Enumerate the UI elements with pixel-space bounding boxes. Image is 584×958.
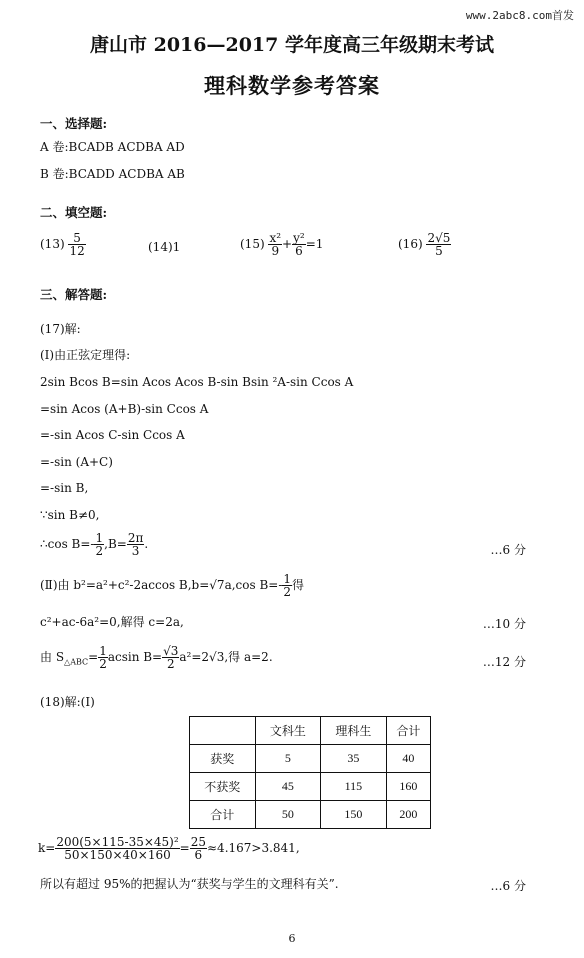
section-choice-heading: 一、选择题: — [40, 116, 108, 131]
table-cell — [190, 717, 256, 745]
table-cell: 35 — [321, 745, 387, 773]
q18-label: (18)解:(Ⅰ) — [40, 695, 95, 709]
page-number: 6 — [288, 932, 296, 945]
table-cell: 文科生 — [255, 717, 321, 745]
table-cell: 理科生 — [321, 717, 387, 745]
table-row — [190, 773, 431, 801]
contingency-table — [189, 716, 431, 829]
table-cell: 不获奖 — [190, 773, 256, 801]
q17-line4: =-sin (A+C) — [40, 455, 113, 469]
q17-line9: 由 $S_{\triangle ABC}=$ $\frac{1}{2}$ acsin B= $\frac{√3}{2}$ a²=2√3,得 a=2. — [40, 644, 273, 671]
watermark-side — [0, 309, 2, 417]
answers-a: A 卷:BCADB ACDBA AD — [40, 140, 185, 154]
table-header-row — [190, 717, 431, 745]
score-marker: …12 分 — [482, 655, 526, 669]
table-cell: 200 — [386, 801, 430, 829]
section-solution-heading: 三、解答题: — [40, 287, 108, 302]
page-title: 唐山市 2016—2017 学年度高三年级期末考试 — [90, 34, 494, 56]
score-marker: …10 分 — [482, 617, 526, 631]
table-cell: 合计 — [190, 801, 256, 829]
q17-line2: =sin Acos (A+B)-sin Ccos A — [40, 402, 209, 416]
score-marker: …6 分 — [490, 879, 526, 893]
q17-line5: =-sin B, — [40, 481, 89, 495]
q17-line8: c²+ac-6a²=0,解得 c=2a, — [40, 615, 184, 629]
q17-line7: ∴cos B=- $\frac{1}{2}$ ,B= $\frac{2\pi}{3}$ . — [40, 531, 149, 558]
q17-line6: ∵sin B≠0, — [40, 508, 100, 522]
q17-line3: =-sin Acos C-sin Ccos A — [40, 428, 185, 442]
q17-part2: (Ⅱ)由 b²=a²+c²-2accos B,b=√7a,cos B=- $\frac{1}{2}$ 得 — [40, 572, 305, 599]
q13-fraction: $\frac{5}{12}$ — [69, 231, 85, 258]
table-cell: 115 — [321, 773, 387, 801]
q15-answer: (15) $\frac{\text{x²}}{9}$ + $\frac{\text{y²}}{6}$ =1 — [240, 231, 324, 258]
table-cell: 50 — [255, 801, 321, 829]
q17-label: (17)解: — [40, 322, 81, 336]
watermark-top: www.2abc8.com首发 — [465, 9, 574, 22]
k-formula: k= $\frac{\text{200(5×115-35×45)²}}{50\times 150\times 40\times 160}$ = $\frac{25}{6}$ ≈4.167>3.841, — [38, 835, 300, 862]
table-row — [190, 745, 431, 773]
table-row — [190, 801, 431, 829]
table-cell: 5 — [255, 745, 321, 773]
q14-answer: (14)1 — [148, 240, 181, 254]
table-cell: 合计 — [386, 717, 430, 745]
page-subtitle: 理科数学参考答案 — [204, 73, 380, 98]
table-cell: 获奖 — [190, 745, 256, 773]
q17-part1: (Ⅰ)由正弦定理得: — [40, 348, 131, 362]
section-fill-heading: 二、填空题: — [40, 205, 108, 220]
table-cell: 160 — [386, 773, 430, 801]
q18-conclusion: 所以有超过 95%的把握认为“获奖与学生的文理科有关”. — [40, 877, 339, 891]
table-cell: 150 — [321, 801, 387, 829]
q16-answer: (16) $\frac{2√5}{5}$ — [398, 231, 451, 258]
q13-label: (13) — [40, 237, 65, 251]
answers-b: B 卷:BCADD ACDBA AB — [40, 167, 185, 181]
table-cell: 45 — [255, 773, 321, 801]
score-marker: …6 分 — [490, 543, 526, 557]
table-cell: 40 — [386, 745, 430, 773]
fill-answers-row — [40, 232, 86, 257]
q17-line1: 2sin Bcos B=sin Acos Acos B-sin Bsin ²A-sin Ccos A — [40, 375, 354, 389]
